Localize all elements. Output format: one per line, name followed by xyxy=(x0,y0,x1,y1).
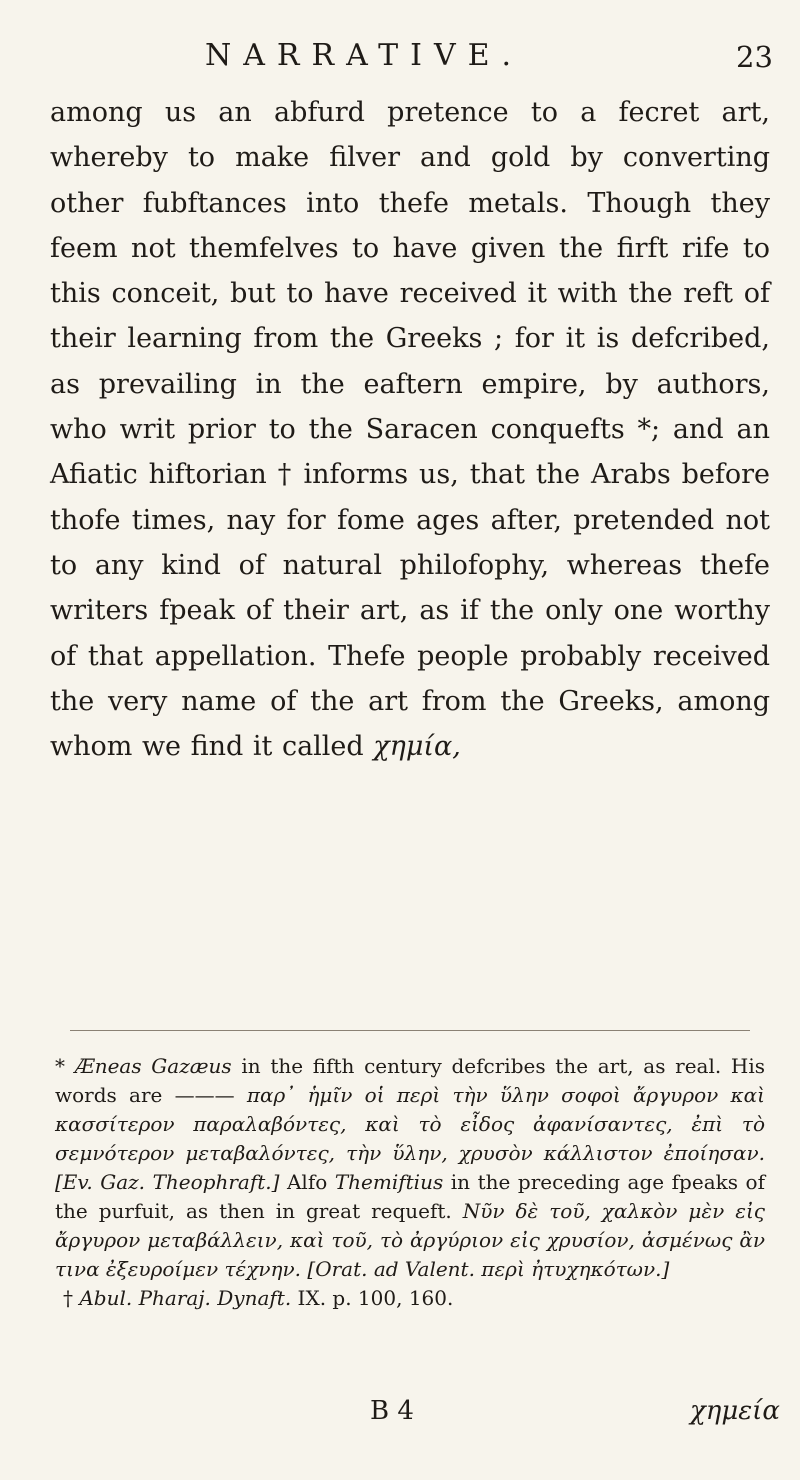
running-title: NARRATIVE. xyxy=(205,38,524,73)
footnote-1-text-b: Alfo xyxy=(279,1170,335,1194)
footnote-1-citation-a: [Ev. Gaz. Theophraft.] xyxy=(55,1170,280,1194)
footnote-2-text: IX. p. 100, 160. xyxy=(291,1286,454,1310)
footnote-1-text-c: in the preceding age fpeaks of the purfuit, as then in great requeft. xyxy=(55,1170,765,1223)
greek-word-chemia: χημία, xyxy=(373,731,461,763)
footnote-1-author-b: Themiftius xyxy=(334,1170,444,1194)
body-paragraph xyxy=(50,90,770,769)
footnote-2-mark: † xyxy=(63,1286,73,1310)
footnote-1-author: Æneas Gazæus xyxy=(74,1054,232,1078)
body-text: among us an abfurd pretence to a fecret art, whereby to make filver and gold by converting other fubftances into thefe metals. Though they feem not themfelves to have given the firft rife to this conceit, but to have received it with the reft of their learning from the Greeks ; for it is defcribed, as prevailing in the eaftern empire, by authors, who writ prior to the Saracen conquefts *; and an Afiatic hiftorian † informs us, that the Arabs before thofe times, nay for fome ages after, pretended not to any kind of natural philofophy, whereas thefe writers fpeak of their art, as if the only one worthy of that appellation. Thefe people probably received the very name of the art from the Greeks, among whom we find it called xyxy=(50,97,770,763)
footnote-2 xyxy=(55,1284,765,1313)
footnotes xyxy=(55,1052,765,1313)
catchword: χημεία xyxy=(690,1396,780,1426)
main-text xyxy=(50,90,770,769)
footnote-1-text-a: in the fifth century defcribes the art, as real. His words are ——— xyxy=(55,1054,766,1107)
footnote-2-source: Abul. Pharaj. Dynaft. xyxy=(79,1286,292,1310)
footnote-1-greek-b: Νῦν δὲ τοῦ, χαλκὸν μὲν εἰς ἄργυρον μεταβάλλειν, καὶ τοῦ, τὸ ἀργύριον εἰς χρυσίον, ἀσμένως ἂν τινα ἐξευροίμεν τέχνην. xyxy=(55,1199,765,1281)
footnote-1-mark: * xyxy=(55,1054,65,1078)
footnote-1-greek-a: παρ᾽ ἡμῖν οἱ περὶ τὴν ὕλην σοφοὶ ἄργυρον καὶ κασσίτερον παραλαβόντες, καὶ τὸ εἶδος ἀφανίσαντες, ἐπὶ τὸ σεμνότερον μεταβαλόντες, τὴν ὕλην, χρυσὸν κάλλιστον ἐποίησαν. xyxy=(55,1083,765,1165)
footnote-1 xyxy=(55,1052,765,1284)
page-number: 23 xyxy=(736,40,773,74)
footnote-rule xyxy=(70,1030,750,1031)
footnote-1-citation-b: [Orat. ad Valent. περὶ ἠτυχηκότων.] xyxy=(307,1257,670,1281)
signature-mark: B 4 xyxy=(370,1396,414,1426)
